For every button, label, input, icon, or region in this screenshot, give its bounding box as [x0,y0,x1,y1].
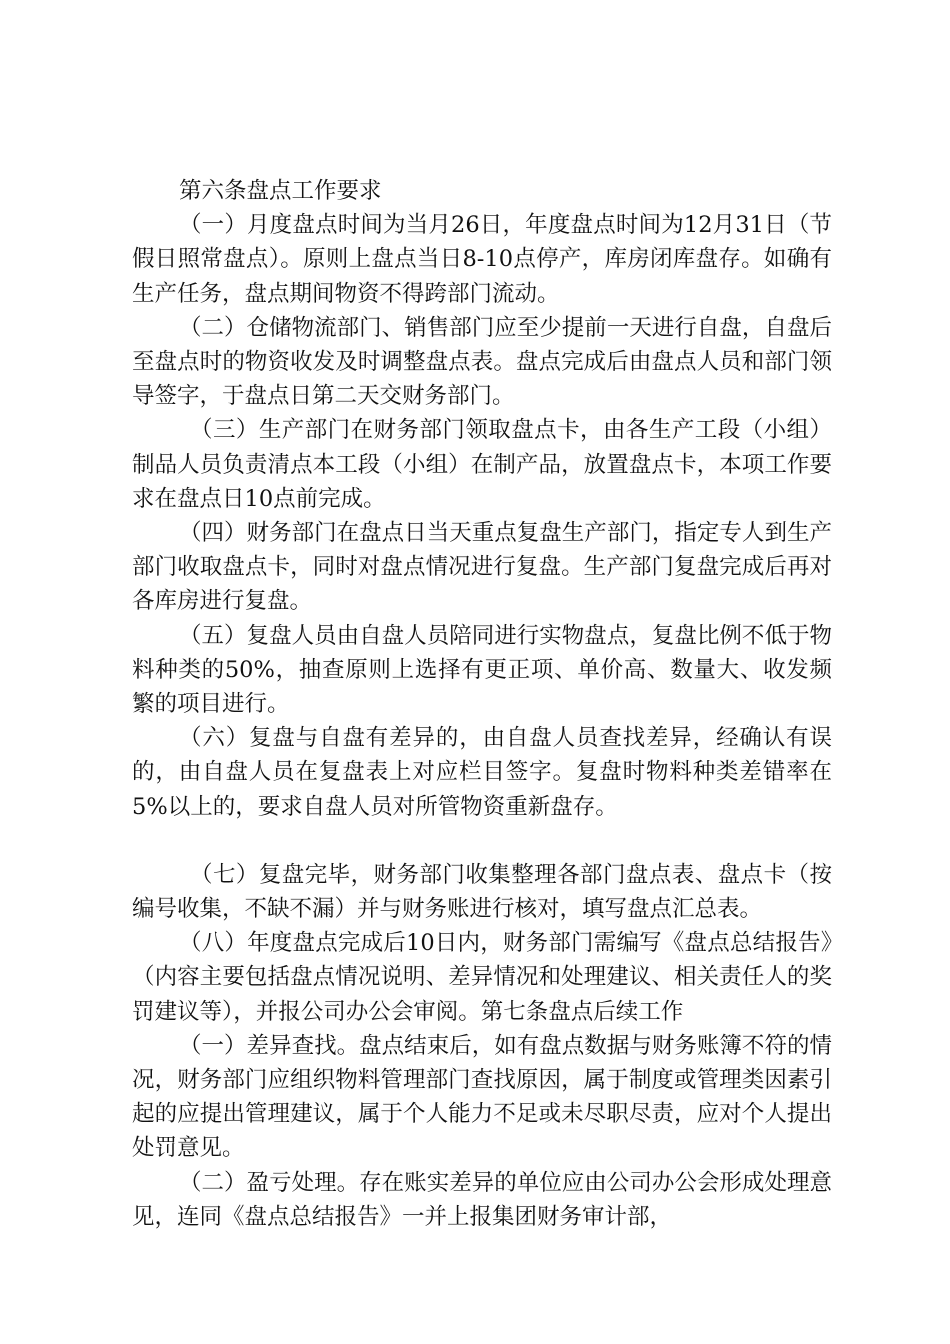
paragraph-7: （七）复盘完毕，财务部门收集整理各部门盘点表、盘点卡（按编号收集，不缺不漏）并与财务账进行核对，填写盘点汇总表。 [132,861,832,923]
paragraph-3: （三）生产部门在财务部门领取盘点卡，由各生产工段（小组）制品人员负责清点本工段（小组）在制产品，放置盘点卡，本项工作要求在盘点日10点前完成。 [132,417,832,512]
paragraph-9: （一）差异查找。盘点结束后，如有盘点数据与财务账簿不符的情况，财务部门应组织物料管理部门查找原因，属于制度或管理类因素引起的应提出管理建议，属于个人能力不足或未尽职尽责，应对个人提出处罚意见。 [132,1032,832,1162]
paragraph-6: （六）复盘与自盘有差异的，由自盘人员查找差异，经确认有误的，由自盘人员在复盘表上对应栏目签字。复盘时物料种类差错率在5%以上的，要求自盘人员对所管物资重新盘存。 [132,725,832,820]
paragraph-2: （二）仓储物流部门、销售部门应至少提前一天进行自盘，自盘后至盘点时的物资收发及时调整盘点表。盘点完成后由盘点人员和部门领导签字，于盘点日第二天交财务部门。 [132,314,832,410]
paragraph-4: （四）财务部门在盘点日当天重点复盘生产部门，指定专人到生产部门收取盘点卡，同时对盘点情况进行复盘。生产部门复盘完成后再对各库房进行复盘。 [132,520,832,615]
paragraph-5: （五）复盘人员由自盘人员陪同进行实物盘点，复盘比例不低于物料种类的50%，抽查原则上选择有更正项、单价高、数量大、收发频繁的项目进行。 [132,622,832,718]
paragraph-10: （二）盈亏处理。存在账实差异的单位应由公司办公会形成处理意见，连同《盘点总结报告》一并上报集团财务审计部， [132,1169,832,1230]
paragraph-8: （八）年度盘点完成后10日内，财务部门需编写《盘点总结报告》（内容主要包括盘点情况说明、差异情况和处理建议、相关责任人的奖罚建议等），并报公司办公会审阅。第七条盘点后续工作 [132,930,832,1025]
paragraph-1: （一）月度盘点时间为当月26日，年度盘点时间为12月31日（节假日照常盘点）。原则上盘点当日8-10点停产，库房闭库盘存。如确有生产任务，盘点期间物资不得跨部门流动。 [132,212,832,307]
section-heading: 第六条盘点工作要求 [179,178,382,204]
document-page [132,174,832,1234]
